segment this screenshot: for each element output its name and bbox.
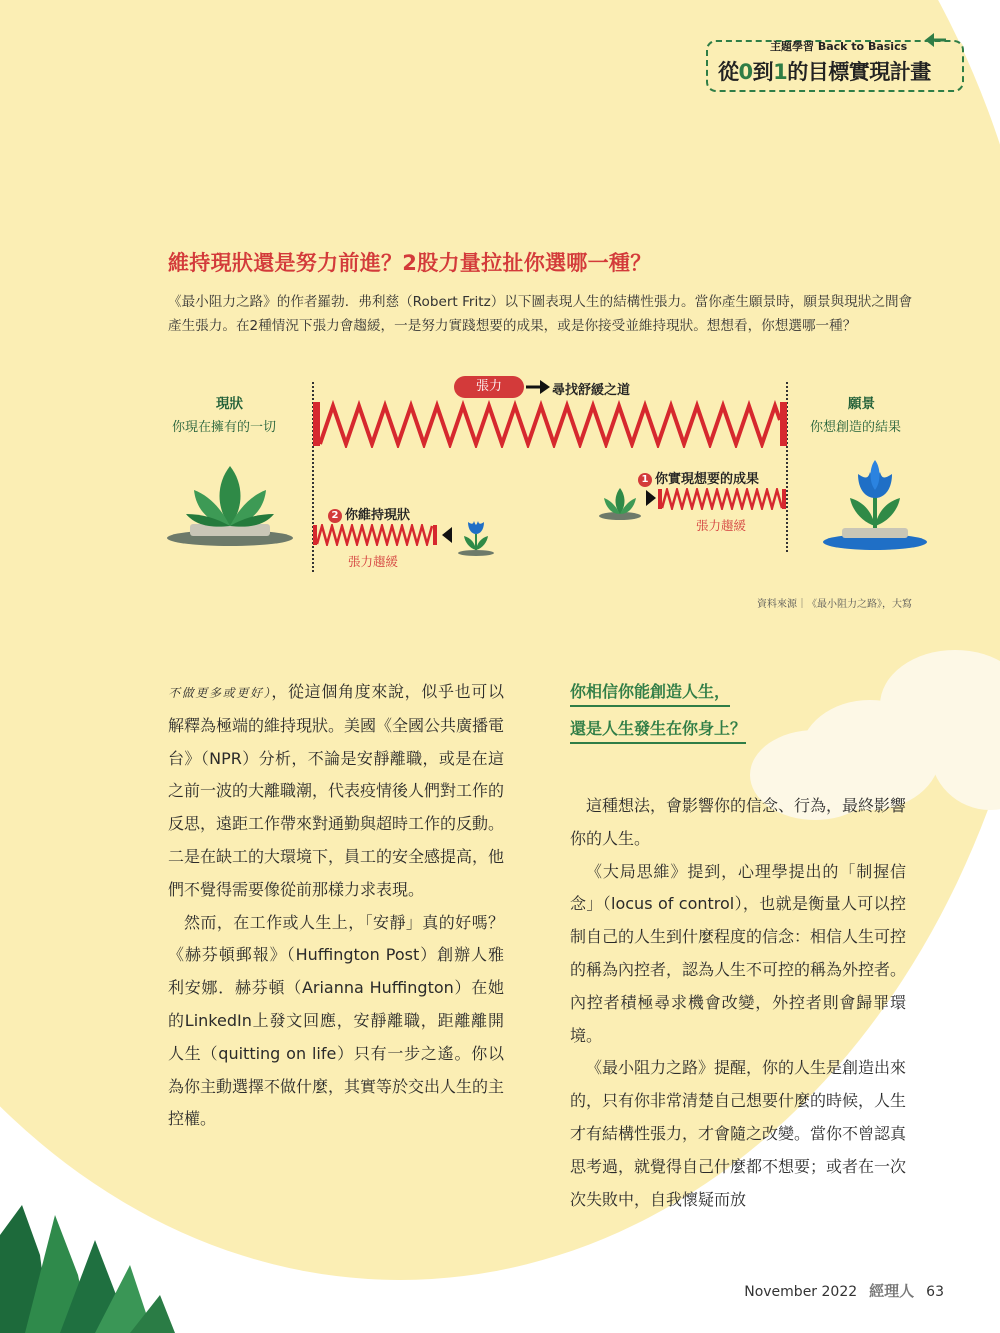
- infobox-title: 維持現狀還是努力前進？2股力量拉扯你選哪一種？: [168, 251, 652, 275]
- tension-spring-icon: [313, 400, 787, 448]
- paragraph: 不做更多或更好），從這個角度來說，似乎也可以解釋為極端的維持現狀。美國《全國公共廣播電台》（NPR）分析，不論是安靜離職，或是在這之前一波的大離職潮，代表疫情後人們對工作的反思，遠距工作帶來對通勤與超時工作的反動。二是在缺工的大環境下，員工的安全感提高，他們不覺得需要像從前那樣力求表現。: [168, 682, 505, 899]
- number-badge: 2: [328, 509, 342, 523]
- subheading: [570, 676, 906, 750]
- arrow-left-icon: [442, 527, 452, 543]
- small-plant-icon: [598, 484, 642, 520]
- vision-title: 願景: [848, 396, 875, 412]
- option1-label: 1 你實現想要的成果: [638, 468, 759, 487]
- number-badge: 1: [638, 473, 652, 487]
- infobox-description: 《最小阻力之路》的作者羅勃．弗利慈（Robert Fritz）以下圖表現人生的結構性張力。當你產生願景時，願景與現狀之間會產生張力。在2種情況下張力會趨緩，一是努力實踐想要的成果，或是你接受並維持現狀。想想看，你想選哪一種？: [168, 294, 913, 334]
- small-flower-icon: [456, 516, 496, 556]
- arrow-right-icon: [646, 490, 656, 506]
- current-state-title: 現狀: [216, 396, 243, 412]
- page-footer: [744, 1280, 944, 1301]
- plant-icon: [166, 462, 294, 548]
- subheading-line: 還是人生發生在你身上？: [570, 716, 746, 744]
- paragraph: 《最小阻力之路》提醒，你的人生是創造出來的，只有你非常清楚自己想要什麼的時候，人生才有結構性張力，才會隨之改變。當你不曾認真思考過，就覺得自己什麼都不想要；或者在一次次失敗中，自我懷疑而放: [570, 1058, 907, 1209]
- option2-label: 2 你維持現狀: [328, 504, 410, 523]
- compressed-spring-icon: [658, 488, 786, 510]
- page-number: 63: [926, 1284, 944, 1300]
- left-column: [168, 676, 504, 1136]
- option2-relief-text: 張力趨緩: [348, 554, 399, 569]
- lead-in-text: 不做更多或更好）: [168, 686, 272, 700]
- vision-subtitle: 你想創造的結果: [810, 420, 902, 435]
- subheading-line: 你相信你能創造人生，: [570, 679, 730, 707]
- tension-relief-text: 尋找舒緩之道: [552, 383, 631, 398]
- paragraph: 《大局思維》提到，心理學提出的「制握信念」（locus of control），也就是衡量人可以控制自己的人生到什麼程度的信念：相信人生可控的稱為內控者，認為人生不可控的稱為外控者。內控者積極尋求機會改變，外控者則會歸罪環境。: [570, 861, 907, 1045]
- tension-label: 張力: [454, 376, 524, 398]
- magazine-brand: 經理人: [869, 1282, 915, 1300]
- current-state-subtitle: 你現在擁有的一切: [172, 420, 277, 435]
- issue-date: November 2022: [744, 1284, 858, 1300]
- trees-illustration: [0, 1195, 180, 1333]
- paragraph: 然而，在工作或人生上，「安靜」真的好嗎？《赫芬頓郵報》（Huffington Post）創辦人雅利安娜．赫芬頓（Arianna Huffington）在她的LinkedIn上發文回應，安靜離職，距離離開人生（quitting on life）只有一步之遙。你以為你主動選擇不做什麼，其實等於交出人生的主控權。: [168, 912, 505, 1129]
- structural-tension-diagram: [150, 370, 940, 580]
- series-label: 主題學習 Back to Basics: [770, 40, 908, 53]
- source-credit: 資料來源｜《最小阻力之路》，大寫: [757, 599, 912, 610]
- topic-title: 從0到1的目標實現計畫: [718, 60, 931, 84]
- arrow-right-icon: [526, 379, 552, 395]
- paragraph: 這種想法，會影響你的信念、行為，最終影響你的人生。: [570, 796, 907, 848]
- option1-relief-text: 張力趨緩: [696, 518, 747, 533]
- flower-icon: [822, 456, 928, 552]
- arrow-left-icon: [924, 32, 946, 48]
- section-tag: [706, 40, 964, 92]
- right-column: [570, 676, 906, 1216]
- compressed-spring-icon: [313, 524, 437, 546]
